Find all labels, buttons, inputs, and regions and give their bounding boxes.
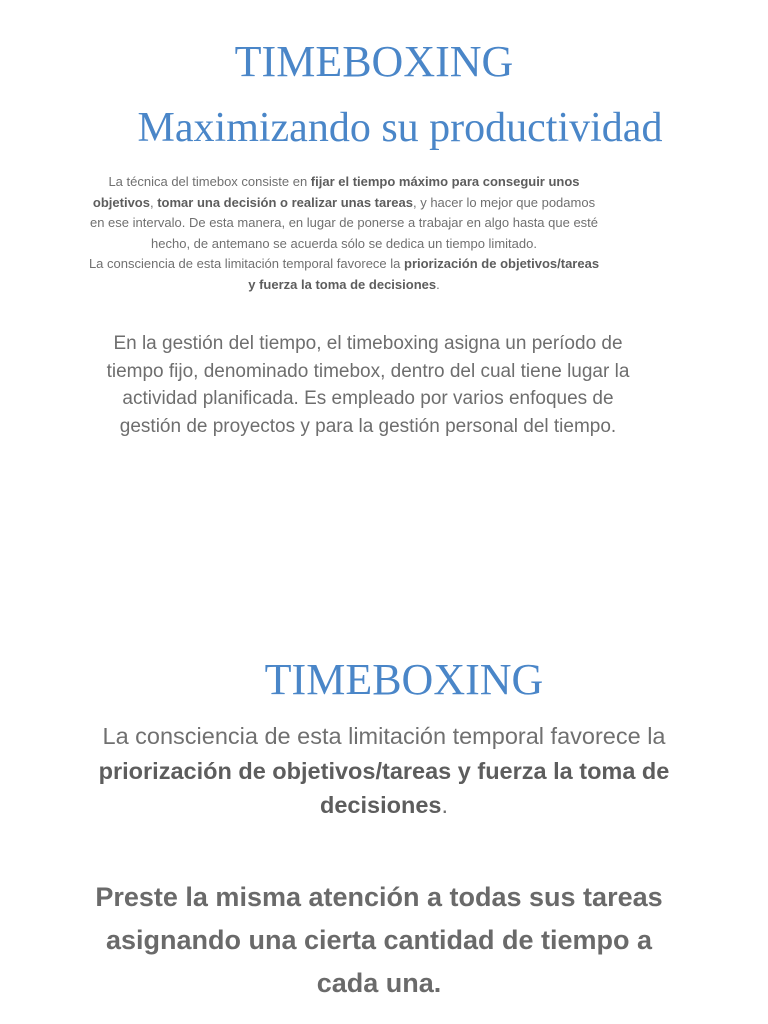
definition-text: En la gestión del tiempo, el timeboxing asigna un período de tiempo fijo, denominado timebox, dentro del cual tiene lugar la actividad planificada. Es empleado por varios enfoques de gestión de proyectos y para la gestión personal del tiempo. — [106, 333, 630, 437]
awareness-text — [84, 719, 684, 823]
title-timeboxing-2: TIMEBOXING — [264, 655, 544, 704]
intro-bold-text: fijar el tiempo máximo para conseguir unos objetivos — [92, 174, 580, 210]
awareness-paragraph — [84, 719, 684, 823]
intro-bold-text: tomar una decisión o realizar unas tareas — [157, 194, 413, 210]
awareness-plain: . — [441, 792, 448, 818]
intro-paragraph-2 — [84, 254, 604, 295]
intro-paragraph-1 — [84, 172, 604, 254]
intro-text: La consciencia de esta limitación temporal favorece la — [88, 256, 404, 271]
intro-text: , y hacer lo mejor que podamos en ese intervalo. De esta manera, en lugar de ponerse a trabajar en algo hasta que esté hecho, de antemano se acuerda sólo se dedica un tiempo limitado. — [89, 194, 599, 251]
intro-text: . — [436, 276, 440, 292]
intro-text: , — [149, 194, 158, 210]
attention-text: Preste la misma atención a todas sus tareas asignando una cierta cantidad de tiempo a cada una. — [95, 882, 663, 998]
subtitle-productivity: Maximizando su productividad — [137, 105, 663, 151]
title-timeboxing: TIMEBOXING — [234, 37, 514, 86]
timeboxing-definition — [100, 330, 636, 440]
intro-bold-text: priorización de objetivos/tareas y fuerza la toma de decisiones — [248, 256, 600, 292]
intro-paragraphs — [84, 172, 604, 295]
awareness-bold: priorización de objetivos/tareas y fuerza la toma de decisiones — [98, 757, 670, 818]
awareness-plain: La consciencia de esta limitación temporal favorece la — [102, 723, 666, 749]
intro-text: La técnica del timebox consiste en — [108, 174, 311, 189]
attention-paragraph — [74, 876, 684, 1005]
